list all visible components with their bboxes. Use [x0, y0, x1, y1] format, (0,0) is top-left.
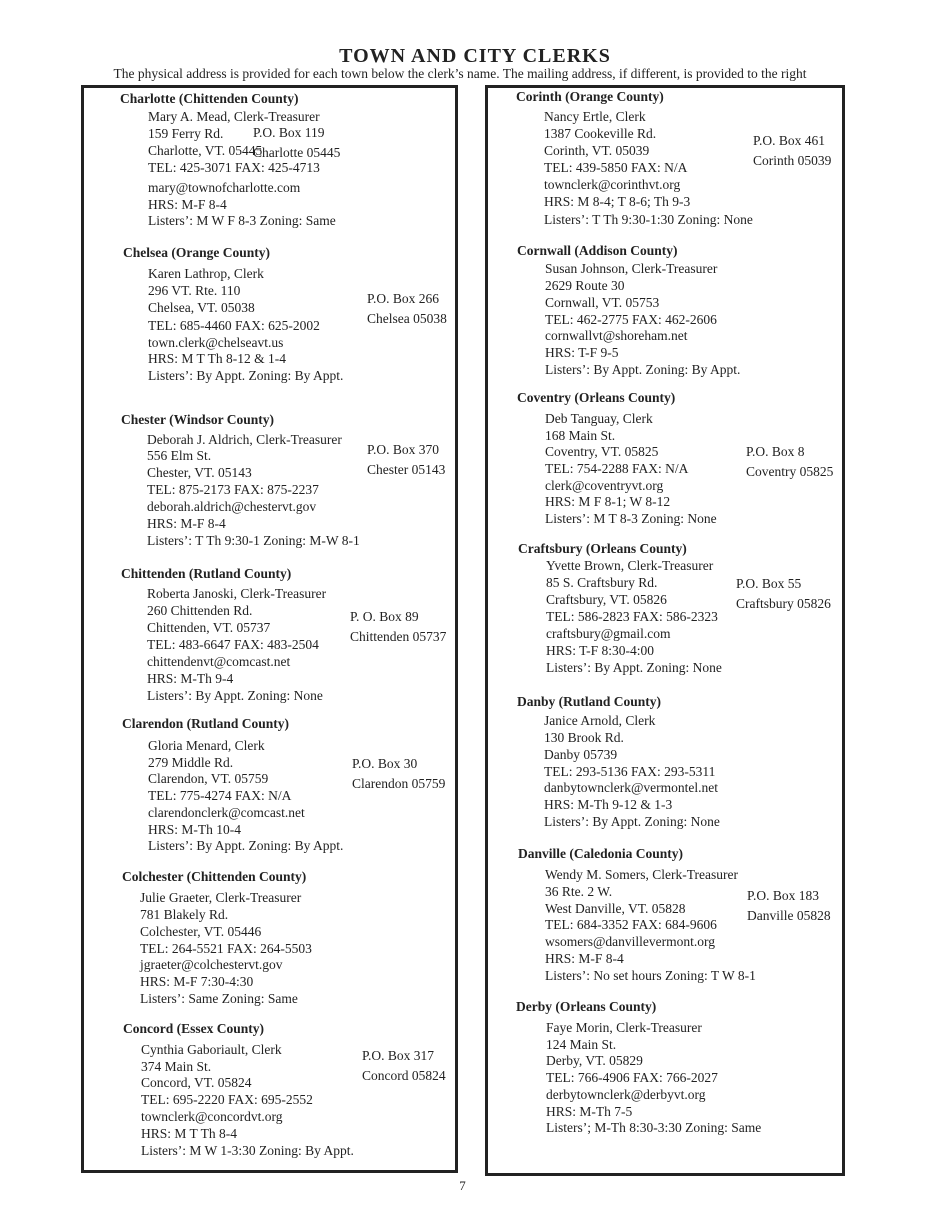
clerk-detail-line: Colchester, VT. 05446 [140, 924, 262, 939]
page-subtitle: The physical address is provided for each town below the clerk’s name. The mailing address, if different, is provided to the right [113, 66, 807, 81]
town-heading: Cornwall (Addison County) [517, 243, 678, 258]
clerk-detail-line: Cornwall, VT. 05753 [545, 295, 660, 310]
clerk-detail-line: Clarendon, VT. 05759 [148, 771, 269, 786]
clerk-detail-line: TEL: 684-3352 FAX: 684-9606 [545, 917, 717, 932]
mailing-address [736, 574, 831, 614]
page-title: TOWN AND CITY CLERKS [339, 45, 611, 67]
clerk-detail-line: HRS: M-Th 9-4 [147, 671, 234, 686]
town-heading: Charlotte (Chittenden County) [120, 91, 299, 106]
mailing-address-line: Chester 05143 [367, 462, 446, 477]
clerk-detail-line: 159 Ferry Rd. [148, 126, 224, 141]
clerk-detail-line: TEL: 685-4460 FAX: 625-2002 [148, 318, 320, 333]
clerk-detail-line: TEL: 483-6647 FAX: 483-2504 [147, 637, 319, 652]
town-heading: Chester (Windsor County) [121, 412, 275, 427]
clerk-detail-line: TEL: 754-2288 FAX: N/A [545, 461, 689, 476]
clerk-detail-line: townclerk@corinthvt.org [544, 177, 681, 192]
clerk-detail-line: Listers’: By Appt. Zoning: By Appt. [148, 838, 344, 853]
clerk-detail-line: TEL: 425-3071 FAX: 425-4713 [148, 160, 320, 175]
clerk-detail-line: jgraeter@colchestervt.gov [140, 957, 283, 972]
mailing-address [367, 440, 445, 480]
clerk-detail-line: HRS: M-Th 9-12 & 1-3 [544, 797, 673, 812]
clerk-detail-line: 296 VT. Rte. 110 [148, 283, 241, 298]
town-heading: Craftsbury (Orleans County) [518, 541, 687, 556]
clerk-detail-line: deborah.aldrich@chestervt.gov [147, 499, 317, 514]
clerk-detail-line: 781 Blakely Rd. [140, 907, 229, 922]
clerk-detail-line: Susan Johnson, Clerk-Treasurer [545, 261, 718, 276]
clerk-detail-line: HRS: M F 8-1; W 8-12 [545, 494, 671, 509]
clerk-detail-line: HRS: M-Th 10-4 [148, 822, 242, 837]
mailing-address-line: P.O. Box 370 [367, 442, 440, 457]
clerk-detail-line: HRS: M T Th 8-12 & 1-4 [148, 351, 287, 366]
clerk-detail-line: TEL: 775-4274 FAX: N/A [148, 788, 292, 803]
clerk-detail-line: HRS: T-F 9-5 [545, 345, 619, 360]
clerk-detail-line: Janice Arnold, Clerk [544, 713, 656, 728]
clerk-detail-line: 124 Main St. [546, 1037, 617, 1052]
clerk-detail-line: 168 Main St. [545, 428, 616, 443]
mailing-address-line: P.O. Box 461 [753, 133, 826, 148]
page-number: 7 [459, 1178, 466, 1193]
mailing-address [350, 607, 446, 647]
clerk-detail-line: TEL: 695-2220 FAX: 695-2552 [141, 1092, 313, 1107]
clerk-detail-line: Mary A. Mead, Clerk-Treasurer [148, 109, 320, 124]
clerk-detail-line: TEL: 439-5850 FAX: N/A [544, 160, 688, 175]
clerk-detail-line: Danby 05739 [544, 747, 618, 762]
clerk-detail-line: TEL: 264-5521 FAX: 264-5503 [140, 941, 312, 956]
town-heading: Concord (Essex County) [123, 1021, 265, 1036]
mailing-address-line: Clarendon 05759 [352, 776, 446, 791]
clerk-detail-line: HRS: M-F 8-4 [147, 516, 226, 531]
clerk-detail-line: town.clerk@chelseavt.us [148, 335, 284, 350]
clerk-detail-line: Listers’: By Appt. Zoning: None [147, 688, 323, 703]
clerk-detail-line: 36 Rte. 2 W. [545, 884, 613, 899]
clerk-detail-line: Gloria Menard, Clerk [148, 738, 265, 753]
clerk-detail-line: Listers’: No set hours Zoning: T W 8-1 [545, 968, 756, 983]
mailing-address [747, 886, 831, 926]
clerk-detail-line: West Danville, VT. 05828 [545, 901, 686, 916]
clerk-detail-line: Listers’: By Appt. Zoning: None [546, 660, 722, 675]
clerk-detail-line: HRS: M 8-4; T 8-6; Th 9-3 [544, 194, 691, 209]
clerk-detail-line: HRS: M-Th 7-5 [546, 1104, 633, 1119]
clerk-detail-line: Corinth, VT. 05039 [544, 143, 650, 158]
mailing-address-line: P.O. Box 183 [747, 888, 820, 903]
clerk-detail-line: Charlotte, VT. 05445 [148, 143, 263, 158]
mailing-address-line: P.O. Box 266 [367, 291, 440, 306]
clerk-detail-line: derbytownclerk@derbyvt.org [546, 1087, 706, 1102]
clerk-detail-line: Wendy M. Somers, Clerk-Treasurer [545, 867, 739, 882]
town-heading: Danby (Rutland County) [517, 694, 662, 709]
clerk-detail-line: TEL: 293-5136 FAX: 293-5311 [544, 764, 716, 779]
town-heading: Danville (Caledonia County) [518, 846, 684, 861]
town-heading: Chittenden (Rutland County) [121, 566, 292, 581]
clerk-detail-line: chittendenvt@comcast.net [147, 654, 291, 669]
mailing-address [753, 131, 831, 171]
clerk-detail-line: townclerk@concordvt.org [141, 1109, 283, 1124]
mailing-address-line: Craftsbury 05826 [736, 596, 831, 611]
town-heading: Derby (Orleans County) [516, 999, 657, 1014]
clerk-detail-line: Listers’: M T 8-3 Zoning: None [545, 511, 717, 526]
clerk-detail-line: TEL: 462-2775 FAX: 462-2606 [545, 312, 717, 327]
clerk-detail-line: Roberta Janoski, Clerk-Treasurer [147, 586, 327, 601]
clerk-detail-line: Listers’; M-Th 8:30-3:30 Zoning: Same [546, 1120, 762, 1135]
mailing-address [367, 289, 447, 329]
clerk-detail-line: 1387 Cookeville Rd. [544, 126, 657, 141]
clerk-detail-line: Listers’: M W F 8-3 Zoning: Same [148, 213, 336, 228]
clerk-detail-line: Faye Morin, Clerk-Treasurer [546, 1020, 702, 1035]
mailing-address-line: Coventry 05825 [746, 464, 834, 479]
mailing-address-line: P.O. Box 55 [736, 576, 802, 591]
clerk-detail-line: craftsbury@gmail.com [546, 626, 671, 641]
mailing-address-line: Danville 05828 [747, 908, 831, 923]
clerk-detail-line: 556 Elm St. [147, 448, 212, 463]
mailing-address-line: P.O. Box 8 [746, 444, 805, 459]
clerk-detail-line: TEL: 766-4906 FAX: 766-2027 [546, 1070, 718, 1085]
mailing-address-line: Chelsea 05038 [367, 311, 447, 326]
mailing-address-line: Corinth 05039 [753, 153, 832, 168]
mailing-address [746, 442, 833, 482]
clerk-detail-line: Nancy Ertle, Clerk [544, 109, 646, 124]
clerk-detail-line: Concord, VT. 05824 [141, 1075, 252, 1090]
clerk-detail-line: Listers’: Same Zoning: Same [140, 991, 298, 1006]
clerk-detail-line: HRS: M-F 8-4 [545, 951, 624, 966]
town-heading: Clarendon (Rutland County) [122, 716, 290, 731]
clerk-detail-line: Chittenden, VT. 05737 [147, 620, 271, 635]
clerk-detail-line: Listers’: By Appt. Zoning: None [544, 814, 720, 829]
clerk-detail-line: Coventry, VT. 05825 [545, 444, 659, 459]
town-heading: Corinth (Orange County) [516, 89, 664, 104]
clerk-detail-line: TEL: 875-2173 FAX: 875-2237 [147, 482, 319, 497]
clerk-detail-line: Craftsbury, VT. 05826 [546, 592, 667, 607]
clerk-detail-line: mary@townofcharlotte.com [148, 180, 301, 195]
clerk-detail-line: HRS: M-F 8-4 [148, 197, 227, 212]
clerk-detail-line: cornwallvt@shoreham.net [545, 328, 688, 343]
clerk-detail-line: 260 Chittenden Rd. [147, 603, 253, 618]
mailing-address [362, 1046, 446, 1086]
mailing-address-line: Charlotte 05445 [253, 145, 341, 160]
clerk-detail-line: clarendonclerk@comcast.net [148, 805, 305, 820]
mailing-address-line: P.O. Box 30 [352, 756, 418, 771]
clerk-detail-line: Yvette Brown, Clerk-Treasurer [546, 558, 714, 573]
mailing-address [352, 754, 445, 794]
clerk-detail-line: Cynthia Gaboriault, Clerk [141, 1042, 282, 1057]
clerk-detail-line: Listers’: By Appt. Zoning: By Appt. [148, 368, 344, 383]
clerk-detail-line: 85 S. Craftsbury Rd. [546, 575, 658, 590]
clerk-detail-line: Julie Graeter, Clerk-Treasurer [140, 890, 302, 905]
town-heading: Coventry (Orleans County) [517, 390, 676, 405]
mailing-address-line: Chittenden 05737 [350, 629, 447, 644]
clerk-detail-line: 374 Main St. [141, 1059, 212, 1074]
clerk-detail-line: 2629 Route 30 [545, 278, 625, 293]
clerk-detail-line: Chester, VT. 05143 [147, 465, 252, 480]
town-heading: Chelsea (Orange County) [123, 245, 270, 260]
mailing-address-line: P.O. Box 317 [362, 1048, 435, 1063]
clerk-detail-line: Listers’: M W 1-3:30 Zoning: By Appt. [141, 1143, 354, 1158]
clerk-detail-line: TEL: 586-2823 FAX: 586-2323 [546, 609, 718, 624]
clerk-detail-line: Derby, VT. 05829 [546, 1053, 643, 1068]
clerk-detail-line: Karen Lathrop, Clerk [148, 266, 264, 281]
clerk-detail-line: clerk@coventryvt.org [545, 478, 664, 493]
clerk-detail-line: Listers’: By Appt. Zoning: By Appt. [545, 362, 741, 377]
clerk-detail-line: Listers’: T Th 9:30-1 Zoning: M-W 8-1 [147, 533, 360, 548]
clerk-detail-line: HRS: T-F 8:30-4:00 [546, 643, 655, 658]
clerk-detail-line: HRS: M T Th 8-4 [141, 1126, 238, 1141]
mailing-address-line: P. O. Box 89 [350, 609, 419, 624]
clerk-detail-line: 279 Middle Rd. [148, 755, 234, 770]
mailing-address [253, 123, 340, 163]
clerk-detail-line: wsomers@danvillevermont.org [545, 934, 716, 949]
mailing-address-line: P.O. Box 119 [253, 125, 325, 140]
town-heading: Colchester (Chittenden County) [122, 869, 307, 884]
clerk-detail-line: Listers’: T Th 9:30-1:30 Zoning: None [544, 212, 753, 227]
clerk-detail-line: danbytownclerk@vermontel.net [544, 780, 719, 795]
clerk-detail-line: HRS: M-F 7:30-4:30 [140, 974, 254, 989]
mailing-address-line: Concord 05824 [362, 1068, 446, 1083]
clerk-detail-line: Deb Tanguay, Clerk [545, 411, 653, 426]
clerk-detail-line: Deborah J. Aldrich, Clerk-Treasurer [147, 432, 342, 447]
clerk-detail-line: Chelsea, VT. 05038 [148, 300, 255, 315]
clerk-detail-line: 130 Brook Rd. [544, 730, 624, 745]
